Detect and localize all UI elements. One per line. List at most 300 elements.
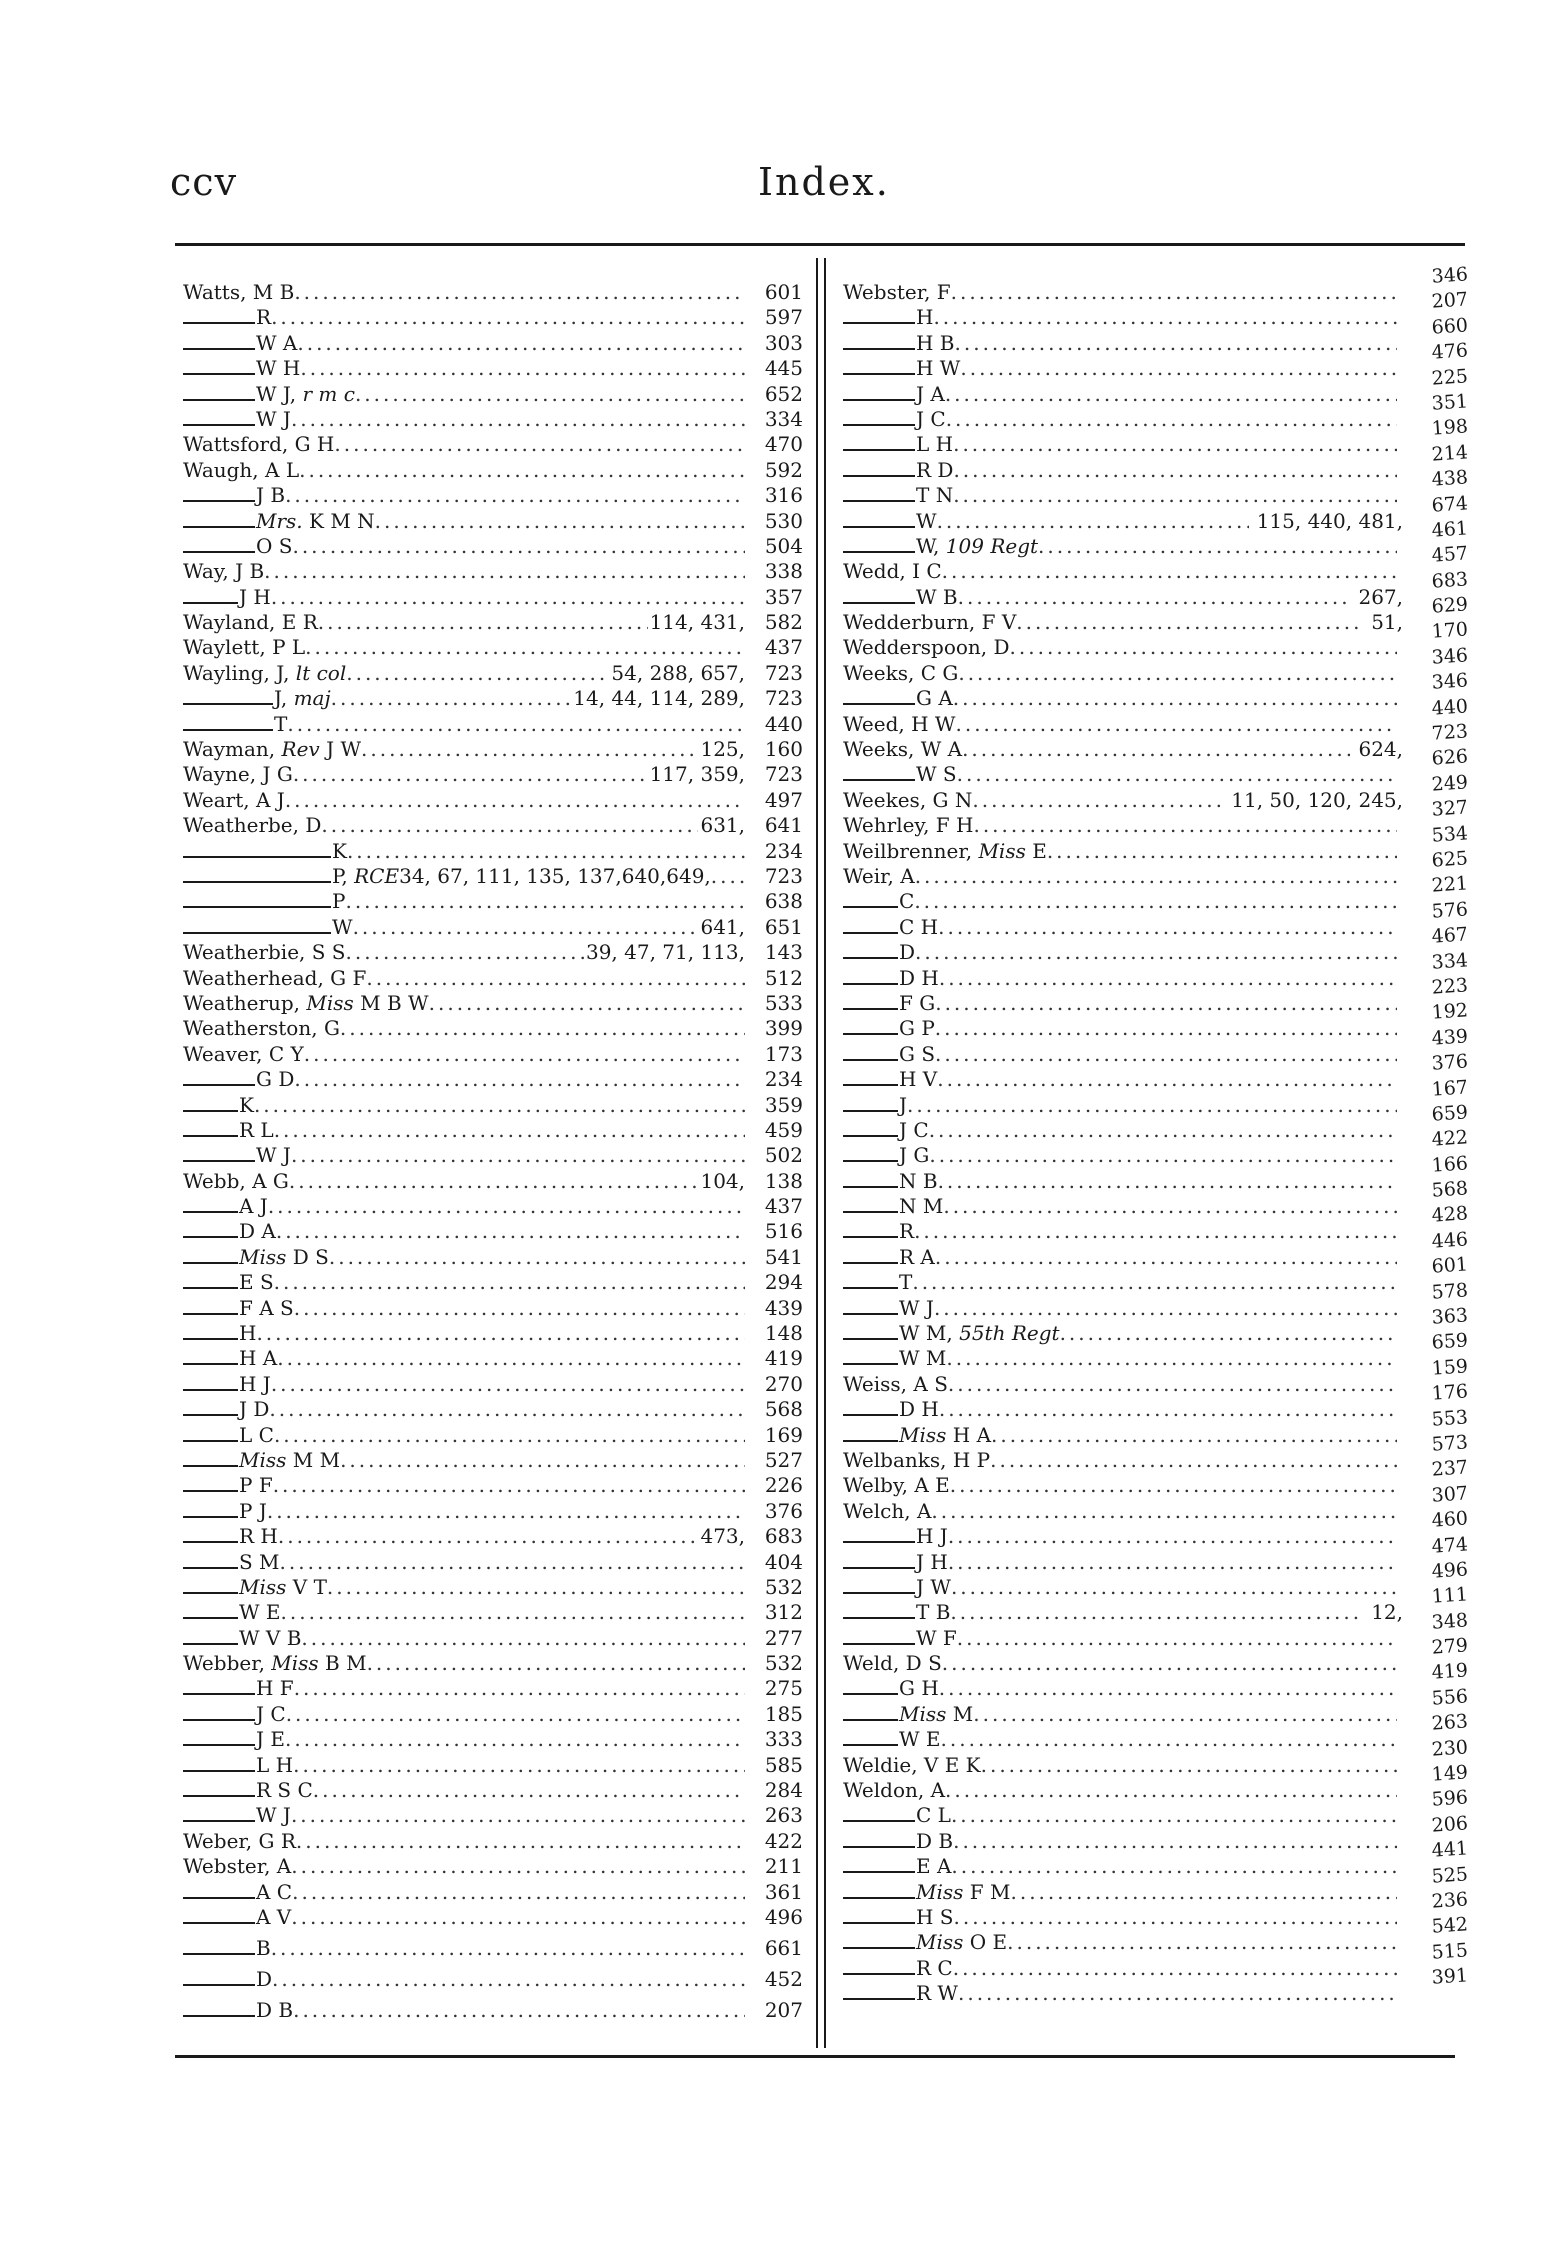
entry-name: Wayland, E R: [183, 610, 318, 635]
index-entry: [843, 1473, 1403, 1498]
index-entry: [843, 940, 1403, 965]
index-entry: [843, 1499, 1403, 1524]
entry-name: W M: [899, 1346, 947, 1371]
entry-name: C L: [916, 1803, 951, 1828]
entry-pages: 267,: [1358, 584, 1403, 609]
entry-name: T N: [916, 483, 954, 508]
dot-leader: [938, 915, 1397, 940]
index-entry: [183, 762, 803, 787]
index-entry: [843, 762, 1403, 787]
dot-leader: [367, 1651, 745, 1676]
ditto-dash: [843, 1149, 898, 1162]
index-entry: [183, 509, 803, 534]
entry-name: H A: [239, 1346, 278, 1371]
entry-name: C H: [899, 914, 939, 939]
dot-leader: [935, 991, 1397, 1016]
page-ref: 225: [1430, 364, 1469, 390]
ditto-dash: [183, 1378, 238, 1391]
entry-pages: 12,: [1371, 1600, 1403, 1625]
dot-leader: [289, 1169, 699, 1194]
dot-leader: [256, 1321, 745, 1346]
index-entry: [183, 1880, 803, 1905]
index-entry: [843, 686, 1403, 711]
ditto-dash: [183, 1759, 255, 1772]
index-entry: [183, 1423, 803, 1448]
entry-name: Weekes, G N: [843, 787, 973, 812]
page-ref: 312: [764, 1600, 803, 1625]
index-entry: [183, 1575, 803, 1600]
entry-name: W J: [256, 1803, 291, 1828]
entry-name: W V B: [239, 1625, 302, 1650]
index-entry: [183, 966, 803, 991]
page-ref: 206: [1430, 1812, 1469, 1837]
index-entry: [843, 712, 1403, 737]
dot-leader: [297, 331, 745, 356]
dot-leader: [285, 788, 745, 813]
dot-leader: [935, 1042, 1397, 1067]
index-entry: [183, 610, 803, 635]
page-ref: 428: [1430, 1202, 1469, 1228]
entry-name: N B: [899, 1168, 938, 1193]
page-ref: 143: [764, 940, 803, 965]
entry-name: J C: [916, 406, 946, 431]
dot-leader: [939, 1676, 1397, 1701]
dot-leader: [293, 1753, 745, 1778]
entry-name: R D: [916, 457, 954, 482]
page-ref: 348: [1430, 1608, 1469, 1634]
entry-name: H J: [239, 1371, 271, 1396]
dot-leader: [960, 356, 1397, 381]
entry-name: O S: [256, 533, 293, 558]
dot-leader: [943, 1194, 1397, 1219]
index-entry: [183, 382, 803, 407]
page-ref: 149: [1430, 1761, 1469, 1786]
page-ref: 641: [764, 813, 803, 838]
page-ref: 279: [1430, 1634, 1469, 1659]
index-entry: [843, 382, 1403, 407]
ditto-dash: [183, 1225, 238, 1238]
page-ref: 327: [1430, 796, 1469, 821]
ditto-dash: [183, 1809, 255, 1822]
entry-name: D: [899, 940, 916, 965]
ditto-dash: [843, 1302, 898, 1315]
dot-leader: [948, 1372, 1397, 1397]
entry-name: R A: [899, 1244, 935, 1269]
dot-leader: [958, 1981, 1397, 2006]
ditto-dash: [183, 515, 255, 528]
page-ref: 532: [764, 1651, 803, 1676]
index-entry: [183, 1346, 803, 1371]
entry-pages: 624,: [1358, 737, 1403, 762]
dot-leader: [300, 356, 745, 381]
entry-name: Welby, A E: [843, 1473, 950, 1498]
page-ref: 504: [764, 533, 803, 558]
entry-name: R W: [916, 1981, 958, 2006]
index-entry: [183, 1936, 803, 1967]
index-entry: [843, 1600, 1403, 1625]
ditto-dash: [843, 1987, 915, 2000]
index-entry: [843, 991, 1403, 1016]
entry-name: H S: [916, 1905, 954, 1929]
right-page-numbers: [1418, 264, 1468, 1991]
dot-leader: [1010, 1880, 1397, 1905]
entry-name: A V: [256, 1905, 292, 1929]
dot-leader: [267, 1499, 745, 1524]
index-entry: [183, 585, 803, 610]
dot-leader: [981, 1753, 1397, 1778]
dot-leader: [953, 1956, 1397, 1981]
ditto-dash: [843, 1581, 915, 1594]
entry-name: P: [332, 889, 346, 914]
ditto-dash: [183, 1708, 255, 1721]
page-ref: 441: [1430, 1837, 1469, 1862]
ditto-dash: [843, 1327, 898, 1340]
dot-leader: [953, 686, 1397, 711]
index-entry: [183, 483, 803, 508]
index-entry: [843, 1093, 1403, 1118]
entry-name: F G: [899, 990, 936, 1015]
index-entry: [183, 1626, 803, 1651]
page-ref: 576: [1430, 898, 1469, 923]
dot-leader: [938, 1169, 1397, 1194]
dot-leader: [915, 864, 1397, 889]
index-entry: [183, 1829, 803, 1854]
dot-leader: [294, 1296, 745, 1321]
entry-name: Weaver, C Y: [183, 1041, 304, 1066]
dot-leader: [291, 1803, 745, 1828]
index-entry: [183, 458, 803, 483]
ditto-dash: [183, 1454, 238, 1467]
ditto-dash: [183, 1911, 255, 1924]
page-ref: 221: [1430, 872, 1469, 898]
ditto-dash: [843, 1733, 898, 1746]
index-entry: [843, 1524, 1403, 1549]
entry-name: J G: [899, 1143, 930, 1168]
ditto-dash: [843, 311, 915, 324]
page-ref: 376: [1430, 1050, 1469, 1075]
index-entry: [843, 1651, 1403, 1676]
entry-name: Watts, M B: [183, 280, 295, 304]
index-entry: [183, 864, 803, 889]
entry-name: D B: [916, 1828, 954, 1853]
ditto-dash: [843, 1708, 898, 1721]
page-ref: 683: [764, 1524, 803, 1549]
index-entry: [843, 1575, 1403, 1600]
index-entry: [183, 559, 803, 584]
ditto-dash: [843, 413, 915, 426]
ditto-dash: [843, 1073, 898, 1086]
page-ref: 346: [1430, 644, 1469, 669]
dot-leader: [271, 305, 745, 330]
index-entry: [183, 1600, 803, 1625]
ditto-dash: [843, 1936, 915, 1949]
dot-leader: [948, 1550, 1397, 1575]
entry-name: H F: [256, 1676, 294, 1701]
dot-leader: [340, 1016, 745, 1041]
page-ref: 263: [764, 1803, 803, 1828]
dot-leader: [285, 1727, 745, 1752]
index-entry: [843, 1143, 1403, 1168]
ditto-dash: [843, 1175, 898, 1188]
page-ref: 169: [764, 1422, 803, 1447]
index-entry: [843, 1550, 1403, 1575]
page-ref: 284: [764, 1778, 803, 1803]
dot-leader: [271, 1372, 745, 1397]
index-entry: [843, 331, 1403, 356]
index-entry: [183, 1803, 803, 1828]
ditto-dash: [843, 997, 898, 1010]
dot-leader: [939, 966, 1397, 991]
ditto-dash: [843, 388, 915, 401]
dot-leader: [954, 1905, 1398, 1930]
page-ref: 198: [1430, 415, 1469, 441]
dot-leader: [277, 1346, 745, 1371]
entry-name: E S: [239, 1270, 274, 1295]
index-entry: [183, 356, 803, 381]
entry-name: D H: [899, 1397, 939, 1422]
index-entry: [183, 1093, 803, 1118]
page-ref: 659: [1430, 1101, 1469, 1126]
dot-leader: [951, 280, 1397, 305]
entry-name: Weir, A: [843, 863, 915, 888]
dot-leader: [1038, 534, 1397, 559]
dot-leader: [953, 432, 1397, 457]
page-ref: 525: [1430, 1862, 1469, 1888]
ditto-dash: [183, 1606, 238, 1619]
ditto-dash: [183, 1099, 238, 1112]
entry-name: W: [916, 508, 937, 533]
entry-name: W, 109 Regt: [916, 533, 1039, 558]
dot-leader: [329, 1245, 745, 1270]
page-ref: 534: [1430, 821, 1469, 847]
page-ref: 541: [764, 1244, 803, 1269]
ditto-dash: [183, 1327, 238, 1340]
ditto-dash: [183, 1682, 255, 1695]
page-ref: 294: [764, 1270, 803, 1295]
index-entry: [183, 1753, 803, 1778]
index-entry: [843, 839, 1403, 864]
page-ref: 445: [764, 356, 803, 381]
page-ref: 530: [764, 508, 803, 533]
page-ref: 138: [764, 1168, 803, 1193]
index-entry: [843, 585, 1403, 610]
entry-name: Webster, F: [843, 280, 951, 304]
dot-leader: [953, 483, 1397, 508]
index-entry: [843, 1245, 1403, 1270]
entry-name: Wehrley, F H: [843, 813, 974, 838]
dot-leader: [972, 788, 1223, 813]
page-ref: 496: [1430, 1558, 1469, 1583]
dot-leader: [291, 1905, 745, 1930]
dot-leader: [299, 458, 745, 483]
index-entry: [843, 356, 1403, 381]
entry-name: P J: [239, 1498, 267, 1523]
entry-name: W M, 55th Regt: [899, 1321, 1060, 1346]
index-entry: [843, 1346, 1403, 1371]
index-entry: [843, 864, 1403, 889]
column-divider: [816, 258, 818, 2048]
page-ref: 533: [764, 990, 803, 1015]
entry-name: Miss D S: [239, 1244, 329, 1269]
entry-name: H: [916, 305, 934, 330]
index-entry: [183, 915, 803, 940]
entry-name: L H: [256, 1752, 294, 1777]
index-entry: [183, 1651, 803, 1676]
page-ref: 277: [764, 1625, 803, 1650]
entry-pages: 51,: [1371, 610, 1403, 635]
dot-leader: [366, 966, 745, 991]
column-divider: [824, 258, 826, 2048]
page-ref: 723: [1430, 720, 1469, 745]
ditto-dash: [183, 1251, 238, 1264]
page-ref: 553: [1430, 1405, 1469, 1431]
dot-leader: [973, 1702, 1397, 1727]
ditto-dash: [843, 1556, 915, 1569]
entry-name: H: [239, 1321, 257, 1346]
entry-name: Wayne, J G: [183, 762, 293, 787]
page-ref: 263: [1430, 1710, 1469, 1736]
ditto-dash: [183, 1200, 238, 1213]
page-ref: 496: [764, 1905, 803, 1929]
page-ref: 683: [1430, 567, 1469, 593]
page-title: Index.: [758, 160, 890, 204]
entry-name: L C: [239, 1422, 274, 1447]
ditto-dash: [183, 718, 273, 731]
dot-leader: [334, 432, 745, 457]
page-ref: 659: [1430, 1329, 1469, 1355]
entry-name: W F: [916, 1625, 957, 1650]
ditto-dash: [183, 1429, 238, 1442]
ditto-dash: [183, 413, 255, 426]
entry-name: J C: [899, 1117, 929, 1142]
entry-name: C: [899, 889, 915, 914]
ditto-dash: [843, 1124, 898, 1137]
page-ref: 159: [1430, 1355, 1469, 1380]
entry-pages: 39, 47, 71, 113,: [585, 940, 745, 965]
entry-name: Webster, A: [183, 1854, 292, 1879]
index-entry: [843, 813, 1403, 838]
page-ref: 334: [1430, 948, 1469, 974]
dot-leader: [953, 1829, 1397, 1854]
entry-name: J A: [916, 381, 945, 406]
index-entry: [843, 458, 1403, 483]
page-ref: 578: [1430, 1278, 1469, 1304]
entry-name: R H: [239, 1524, 278, 1549]
page-ref: 185: [764, 1701, 803, 1726]
ditto-dash: [843, 921, 898, 934]
index-entry: [183, 737, 803, 762]
index-entry: [183, 1321, 803, 1346]
ditto-dash: [183, 921, 331, 934]
entry-name: G P: [899, 1016, 935, 1041]
entry-name: Weatherston, G: [183, 1016, 340, 1041]
index-entry: [183, 331, 803, 356]
dot-leader: [294, 280, 745, 305]
index-entry: [183, 1905, 803, 1936]
ditto-dash: [843, 1530, 915, 1543]
entry-pages: 114, 431,: [649, 610, 745, 635]
index-entry: [843, 1702, 1403, 1727]
page-ref: 527: [764, 1447, 803, 1472]
ditto-dash: [183, 692, 273, 705]
entry-name: Weeks, W A: [843, 737, 963, 762]
ditto-dash: [843, 489, 915, 502]
dot-leader: [281, 1600, 745, 1625]
page-ref: 532: [764, 1574, 803, 1599]
dot-leader: [327, 1575, 745, 1600]
entry-name: W E: [899, 1727, 941, 1752]
page-ref: 502: [764, 1143, 803, 1168]
index-entry: [843, 534, 1403, 559]
dot-leader: [937, 509, 1249, 534]
page-ref: 236: [1430, 1888, 1469, 1913]
page-ref: 346: [1430, 669, 1469, 695]
entry-name: Webber, Miss B M: [183, 1651, 367, 1676]
ditto-dash: [183, 1403, 238, 1416]
ditto-dash: [183, 362, 255, 375]
dot-leader: [291, 407, 745, 432]
dot-leader: [957, 1626, 1397, 1651]
entry-name: Welbanks, H P: [843, 1447, 991, 1472]
dot-leader: [278, 1524, 699, 1549]
dot-leader: [950, 1600, 1363, 1625]
index-entry: [843, 1880, 1403, 1905]
ditto-dash: [843, 1606, 915, 1619]
ditto-dash: [843, 1429, 898, 1442]
entry-name: J B: [256, 483, 286, 508]
entry-name: J, maj: [274, 686, 331, 711]
ditto-dash: [843, 1276, 898, 1289]
page-ref: 160: [764, 737, 803, 762]
index-entry: [843, 1956, 1403, 1981]
dot-leader: [287, 712, 745, 737]
entry-name: J H: [916, 1549, 948, 1574]
dot-leader: [264, 559, 745, 584]
dot-leader: [331, 686, 572, 711]
page-ref: 376: [764, 1498, 803, 1523]
page-ref: 440: [764, 711, 803, 736]
index-entry: [843, 1219, 1403, 1244]
index-entry: [183, 1967, 803, 1998]
ditto-dash: [843, 768, 915, 781]
index-entry: [843, 1296, 1403, 1321]
dot-leader: [294, 1067, 745, 1092]
dot-leader: [293, 762, 648, 787]
dot-leader: [941, 1727, 1397, 1752]
dot-leader: [285, 483, 745, 508]
dot-leader: [313, 1778, 745, 1803]
index-entry: [843, 1803, 1403, 1828]
dot-leader: [296, 1829, 745, 1854]
ditto-dash: [843, 1200, 898, 1213]
dot-leader: [951, 1854, 1397, 1879]
index-entry: [183, 1702, 803, 1727]
page-ref: 625: [1430, 847, 1469, 872]
entry-name: D: [256, 1967, 273, 1991]
page-ref: 226: [764, 1473, 803, 1498]
page-ref: 439: [1430, 1025, 1469, 1050]
dot-leader: [946, 1346, 1397, 1371]
entry-name: S M: [239, 1549, 280, 1574]
ditto-dash: [843, 946, 898, 959]
entry-pages: 117, 359,: [649, 762, 745, 787]
page-ref: 211: [764, 1854, 803, 1879]
page-ref: 334: [764, 406, 803, 431]
page-ref: 207: [764, 1998, 803, 2022]
index-entry: [843, 559, 1403, 584]
ditto-dash: [183, 870, 331, 883]
entry-name: Weatherup, Miss M B W: [183, 990, 429, 1015]
